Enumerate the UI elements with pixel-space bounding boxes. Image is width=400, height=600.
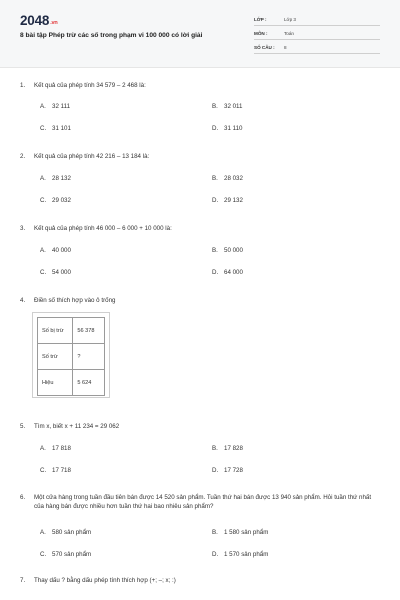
table-cell-label: Hiệu	[38, 370, 73, 396]
question-number: 5.	[20, 423, 26, 430]
subject-value: Toán	[284, 31, 294, 36]
question-number: 2.	[20, 153, 26, 160]
option-d[interactable]	[212, 125, 242, 132]
option-letter: B.	[212, 247, 218, 254]
question-number: 4.	[20, 297, 26, 304]
page-title: 8 bài tập Phép trừ các số trong phạm vi 100 000 có lời giải	[20, 32, 203, 39]
question-text	[20, 296, 380, 305]
grade-value: Lớp 3	[284, 17, 296, 22]
option-text: 570 sản phẩm	[52, 551, 92, 558]
option-d[interactable]	[212, 467, 243, 474]
question-6	[20, 493, 380, 511]
question-7	[20, 576, 380, 585]
question-text	[20, 152, 380, 161]
option-text: 17 818	[52, 445, 71, 452]
question-text	[20, 224, 380, 233]
option-letter: C.	[40, 197, 47, 204]
option-text: 580 sản phẩm	[52, 529, 92, 536]
question-2	[20, 152, 380, 161]
option-a[interactable]	[40, 103, 70, 110]
table-cell-blank[interactable]: ?	[73, 344, 105, 370]
grade-field	[254, 16, 380, 26]
grade-label: LỚP :	[254, 17, 267, 22]
question-count-label: SỐ CÂU :	[254, 45, 275, 50]
table-row	[38, 344, 105, 370]
option-letter: A.	[40, 445, 46, 452]
question-prompt: Điền số thích hợp vào ô trống	[34, 297, 116, 304]
option-letter: D.	[212, 269, 219, 276]
option-b[interactable]	[212, 175, 243, 182]
question-prompt: Tìm x, biết x + 11 234 = 29 062	[34, 423, 120, 430]
logo-main-text: 2048	[20, 13, 50, 28]
option-letter: C.	[40, 551, 47, 558]
option-a[interactable]	[40, 529, 91, 536]
option-text: 29 032	[52, 197, 71, 204]
option-letter: D.	[212, 551, 219, 558]
option-letter: B.	[212, 529, 218, 536]
table-cell-label: Số trừ	[38, 344, 73, 370]
option-letter: B.	[212, 445, 218, 452]
table-cell-value: 5 624	[73, 370, 105, 396]
option-text: 31 101	[52, 125, 71, 132]
table-row	[38, 318, 105, 344]
question-text	[20, 81, 380, 90]
option-text: 28 032	[224, 175, 243, 182]
option-b[interactable]	[212, 247, 243, 254]
option-letter: D.	[212, 467, 219, 474]
option-letter: B.	[212, 175, 218, 182]
option-text: 50 000	[224, 247, 243, 254]
option-letter: A.	[40, 529, 46, 536]
option-a[interactable]	[40, 175, 71, 182]
question-5	[20, 422, 380, 431]
option-a[interactable]	[40, 247, 71, 254]
option-a[interactable]	[40, 445, 71, 452]
option-text: 32 011	[224, 103, 243, 110]
question-prompt: Một cửa hàng trong tuần đầu tiên bán được 14 520 sản phẩm. Tuần thứ hai bán được 13 940 sản phẩm. Hỏi tuần thứ nhất của hàng bán được nhiều hơn tuần thứ hai bao nhiêu sản phẩm?	[34, 494, 372, 510]
option-c[interactable]	[40, 551, 91, 558]
option-text: 31 110	[224, 125, 243, 132]
site-logo[interactable]	[20, 13, 58, 28]
option-text: 29 132	[224, 197, 243, 204]
question-text	[20, 493, 380, 511]
question-4	[20, 296, 380, 305]
logo-suffix-text: .vn	[50, 20, 58, 26]
question-number: 1.	[20, 82, 26, 89]
question-text	[20, 422, 380, 431]
question-number: 6.	[20, 494, 26, 501]
option-letter: C.	[40, 467, 47, 474]
question-3	[20, 224, 380, 233]
option-text: 32 111	[52, 103, 71, 110]
question-number: 3.	[20, 225, 26, 232]
option-c[interactable]	[40, 467, 71, 474]
option-letter: A.	[40, 103, 46, 110]
option-text: 1 580 sản phẩm	[224, 529, 269, 536]
question-count-field	[254, 44, 380, 54]
subject-label: MÔN :	[254, 31, 268, 36]
option-b[interactable]	[212, 529, 268, 536]
question-number: 7.	[20, 577, 26, 584]
question-count-value: 8	[284, 45, 287, 50]
question-prompt: Kết quả của phép tính 46 000 – 6 000 + 10 000 là:	[34, 225, 172, 232]
option-text: 17 828	[224, 445, 243, 452]
option-d[interactable]	[212, 269, 243, 276]
option-b[interactable]	[212, 445, 243, 452]
option-c[interactable]	[40, 125, 71, 132]
subject-field	[254, 30, 380, 40]
option-text: 28 132	[52, 175, 71, 182]
option-letter: C.	[40, 125, 47, 132]
option-letter: C.	[40, 269, 47, 276]
question-prompt: Kết quả của phép tính 34 579 – 2 468 là:	[34, 82, 146, 89]
table-cell-value: 56 378	[73, 318, 105, 344]
option-text: 17 718	[52, 467, 71, 474]
option-letter: D.	[212, 125, 219, 132]
option-b[interactable]	[212, 103, 242, 110]
option-letter: A.	[40, 175, 46, 182]
option-c[interactable]	[40, 269, 71, 276]
option-letter: A.	[40, 247, 46, 254]
fill-in-table	[37, 317, 105, 396]
option-letter: B.	[212, 103, 218, 110]
option-text: 17 728	[224, 467, 243, 474]
option-text: 1 570 sản phẩm	[224, 551, 269, 558]
option-letter: D.	[212, 197, 219, 204]
question-prompt: Kết quả của phép tính 42 216 – 13 184 là:	[34, 153, 150, 160]
option-text: 64 000	[224, 269, 243, 276]
question-prompt: Thay dấu ? bằng dấu phép tính thích hợp (+; –; x; :)	[34, 577, 176, 584]
option-d[interactable]	[212, 197, 243, 204]
question-1	[20, 81, 380, 90]
option-d[interactable]	[212, 551, 268, 558]
fill-in-table-frame	[32, 312, 110, 398]
option-text: 54 000	[52, 269, 71, 276]
table-cell-label: Số bị trừ	[38, 318, 73, 344]
table-row	[38, 370, 105, 396]
option-text: 40 000	[52, 247, 71, 254]
worksheet-header	[0, 0, 400, 68]
question-text	[20, 576, 380, 585]
option-c[interactable]	[40, 197, 71, 204]
